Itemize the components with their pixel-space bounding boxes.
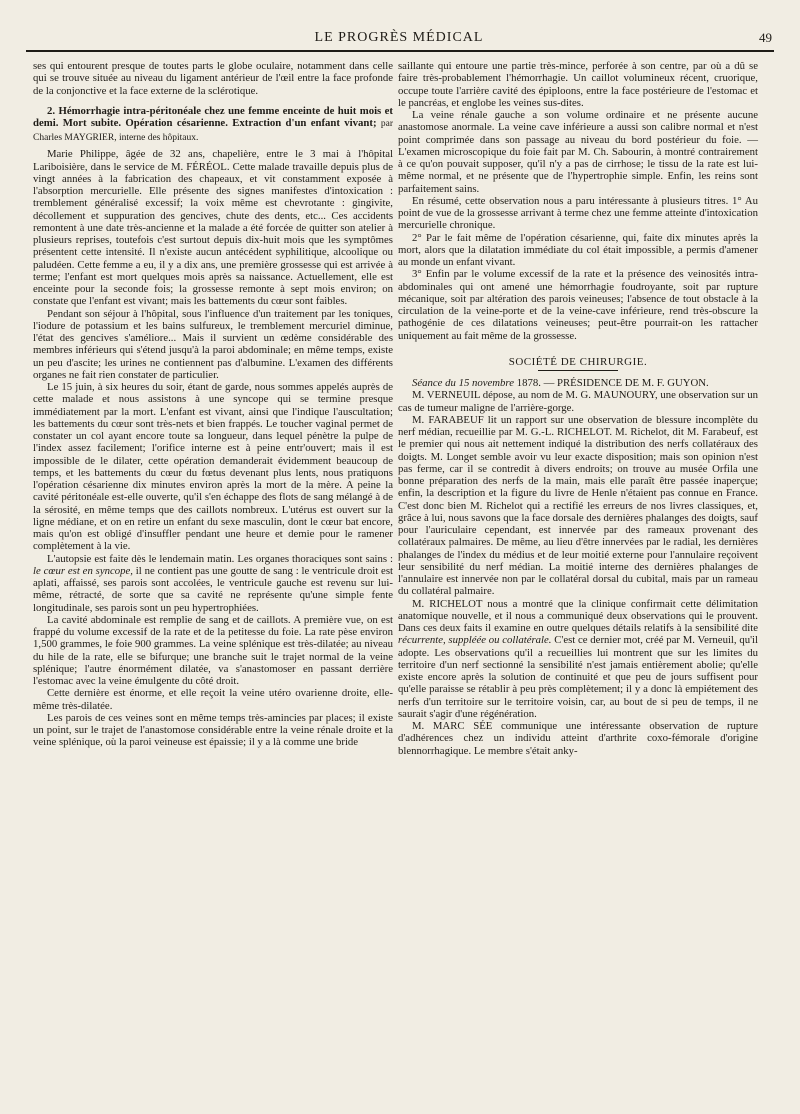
paragraph: La cavité abdominale est remplie de sang et de caillots. A première vue, on est frappé du volume excessif de la rate et de la petitesse du foie. La rate pèse environ 1,500 grammes, le foie 900 grammes. La veine splénique est très-dilatée; au niveau du hile de la rate, elle se bifurque; une branche suit le trajet normal de la veine splénique; l'autre énormément dilatée, va s'anastomoser en passant derrière l'estomac avec la veine émulgente du côté droit. [33,613,393,687]
article-title: 2. Hémorrhagie intra-péritonéale chez une femme enceinte de huit mois et demi. Mort subite. Opération césarienne. Extraction d'un enfant vivant; [33,104,393,130]
left-column [33,60,393,749]
page-number: 49 [759,30,772,45]
paragraph: M. FARABEUF lit un rapport sur une observation de blessure incomplète du nerf médian, recueillie par M. G.-L. RICHELOT. M. Richelot, dit M. Farabeuf, est le premier qui nous ait nettement indiqué la distribution des nerfs collatéraux des doigts. M. Longet semble avoir vu leur exacte disposition; mais son opinion n'est pas ferme, car il se contredit à divers endroits; on trouve au musée Orfila une bonne préparation des nerfs de la main, mais elle paraît être passée inaperçue; enfin, la description et la figure du livre de Henle n'étaient pas connue en France. C'est donc bien M. Richelot qui a rectifié les erreurs de nos livres classiques, et, grâce à lui, nous savons que la face dorsale des dernières phalanges des doigts, sauf pour l'auriculaire cependant, est innervée par des rameaux provenant des collatéraux palmaires. De même, au lieu d'être innervées par le radial, les dernières phalanges de l'index du médius et de leur moitié externe pour l'annulaire reçoivent leur sensibilité du nerf médian. La moitié interne des dernières phalanges de l'annulaire est innervée non par le collatéral dorsal du cubital, mais par un rameau du collatéral palmaire. [398,413,758,598]
text-run: C'est ce dernier mot, créé par M. Verneuil, qu'il adopte. Les observations qu'il a recueillies lui montrent que sur les limites du territoire d'un nerf sectionné la sensibilité n'est jamais entièrement abolie; qu'elle existe encore après la solution de continuité et que peu de jours suffisent pour qu'elle paraisse se rétablir à peu près complètement; il y a donc là empiétement des nerfs d'un territoire sur le territoire voisin, car, au bout de si peu de temps, il ne saurait s'agir d'une régénération. [398,634,758,720]
section-rule [538,370,618,371]
paragraph: Marie Philippe, âgée de 32 ans, chapelière, entre le 3 mai à l'hôpital Lariboisière, dans le service de M. FÉRÉOL. Cette malade travaille depuis plus de vingt années à la fabrication des chapeaux, et vit constamment exposée à l'absorption mercurielle. Elle présente des signes manifestes d'intoxication : tremblement généralisé excessif; la voix même est chevrotante : gingivite, décollement et suppuration des gencives, chute des dents, etc... Ces accidents remontent à une date très-ancienne et la malade a été forcée de quitter son atelier à plusieurs reprises, toutefois c'est surtout depuis dix-huit mois que les symptômes présentent cette intensité. Il n'existe aucun antécédent syphilitique, alcoolique ou paludéen. Cette femme a eu, il y a dix ans, une première grossesse qui est arrivée à terme; l'enfant est mort quelques mois après sa naissance. Actuellement, elle est enceinte pour la seconde fois; la grossesse remonte à sept mois environ; on constate que l'enfant est vivant; mais les battements du cœur sont faibles. [33,148,393,308]
paragraph: M. VERNEUIL dépose, au nom de M. G. MAUNOURY, une observation sur un cas de tumeur maligne de l'arrière-gorge. [398,389,758,414]
seance-presidence: 1878. — PRÉSIDENCE DE M. F. GUYON. [516,377,709,389]
article-byline: par Charles MAYGRIER, interne des hôpitaux. [33,119,393,143]
paragraph: Les parois de ces veines sont en même temps très-amincies par places; il existe un point, sur le trajet de l'anastomose considérable entre la veine rénale droite et la veine splénique, où la paroi veineuse est épaissie; il y a là comme une bride [33,711,393,749]
page-header [26,26,772,48]
paragraph: Cette dernière est énorme, et elle reçoit la veine utéro ovarienne droite, elle-même très-dilatée. [33,687,393,712]
paragraph [398,598,758,721]
paragraph: Pendant son séjour à l'hôpital, sous l'influence d'un traitement par les toniques, l'iodure de potassium et les bains sulfureux, le tremblement mercuriel diminue, l'état des gencives s'améliore... Mais il survient un œdème considérable des membres inférieurs qui s'étend jusqu'à la paroi abdominale; en même temps, existe un peu d'ascite; les urines ne contiennent pas d'albumine. L'examen des différents organes ne fait rien constater de particulier. [33,307,393,381]
italic-text: récurrente, suppléée ou collatérale. [398,634,552,647]
paragraph: M. MARC SÉE communique une intéressante observation de rupture d'adhérences chez un individu atteint d'arthrite coxo-fémorale d'origine blennorrhagique. Le membre s'était anky- [398,720,758,757]
paragraph: saillante qui entoure une partie très-mince, perforée à son centre, par où a dû se faire très-probablement l'hémorrhagie. Un caillot volumineux récent, cruorique, occupe toute l'arrière cavité des épiploons, entre la face postérieure de l'estomac et le pancréas, et englobe les veines sus-dites. [398,60,758,109]
text-run: L'autopsie est faite dès le lendemain matin. Les organes thoraciques sont sains : [47,552,393,565]
right-column [398,60,758,757]
paragraph: Le 15 juin, à six heures du soir, étant de garde, nous sommes appelés auprès de cette malade et nous assistons à une syncope qui se termine presque immédiatement par la mort. L'enfant est vivant, ainsi que l'indique l'auscultation; les battements du cœur sont très-nets et bien frappés. Le toucher vaginal permet de constater un col ayant encore toute sa longueur, dans lequel pénètre la pulpe de l'index assez facilement; l'orifice interne est à peine entr'ouvert; mais il est impossible de le dilater, cette opération demanderait évidemment beaucoup de temps, et les battements du cœur du fœtus devenant plus lents, nous pratiquons l'opération césarienne dix minutes environ après la mort de la mère. A peine la cavité péritonéale est-elle ouverte, qu'il s'en échappe des flots de sang mélangé à de la sérosité, en même temps que des caillots nombreux. L'utérus est ouvert sur la ligne médiane, et on en retire un enfant du sexe masculin, dont le cœur bat encore, mais qu'on est obligé d'insuffler pendant une heure et demie pour le ramener complètement à la vie. [33,381,393,553]
paragraph: ses qui entourent presque de toutes parts le globe oculaire, notamment dans celle qui se trouve située au niveau du ligament antérieur de l'œil entre la face profonde de la conjonctive et la face externe de la sclérotique. [33,60,393,97]
paragraph: 2° Par le fait même de l'opération césarienne, qui, faite dix minutes après la mort, alors que la dilatation immédiate du col était impossible, a permis d'amener au monde un enfant vivant. [398,231,758,268]
paragraph: 3° Enfin par le volume excessif de la rate et la présence des veinosités intra-abdominales qui ont amené une hémorrhagie foudroyante, soit par rupture mécanique, soit par altération des parois veineuses; l'absence de tout obstacle à la circulation de la veine-porte et de la veine-cave inférieure, rend très-obscure la pathogénie de ces dilatations veineuses; peut-être pourrait-on les rattacher uniquement au fait même de la grossesse. [398,268,758,342]
italic-text: le cœur est en syncope, [33,564,133,577]
text-run: M. RICHELOT nous a montré que la clinique confirmait cette délimitation anatomique nouvelle, et il nous a communiqué deux observations qui le prouvent. Dans ces deux faits il examine en outre quelques détails relatifs à la sensibilité dite [398,597,758,634]
text-run: il ne contient pas une goutte de sang : le ventricule droit est aplati, affaissé, ses parois sont accolées, le ventricule gauche est revenu sur lui-même, rétracté, de sorte que sa cavité ne représente qu'une simple fente longitudinale, ses parois sont un peu hypertrophiées. [33,564,394,614]
seance-line [398,377,758,389]
paragraph [33,553,393,614]
article-heading [33,105,393,145]
paragraph: La veine rénale gauche a son volume ordinaire et ne présente aucune anastomose anormale. La veine cave inférieure a aussi son calibre normal et n'est point comprimée dans son passage au niveau du bord postérieur du foie. — L'examen microscopique du foie fait par M. Ch. Sabourin, à montré contrairement à ce qu'on pouvait supposer, qu'il n'y a pas de cirrhose; le tissu de la rate est lui-même normal, et ne présente que de l'hypertrophie simple. Enfin, les reins sont parfaitement sains. [398,109,758,195]
section-title: SOCIÉTÉ DE CHIRURGIE. [508,355,648,368]
paragraph: En résumé, cette observation nous a paru intéressante à plusieurs titres. 1° Au point de vue de la grossesse arrivant à terme chez une femme atteinte d'intoxication mercurielle chronique. [398,194,758,232]
journal-title: LE PROGRÈS MÉDICAL [314,30,484,45]
header-rule [26,50,774,52]
seance-date: Séance du 15 novembre [412,377,514,389]
